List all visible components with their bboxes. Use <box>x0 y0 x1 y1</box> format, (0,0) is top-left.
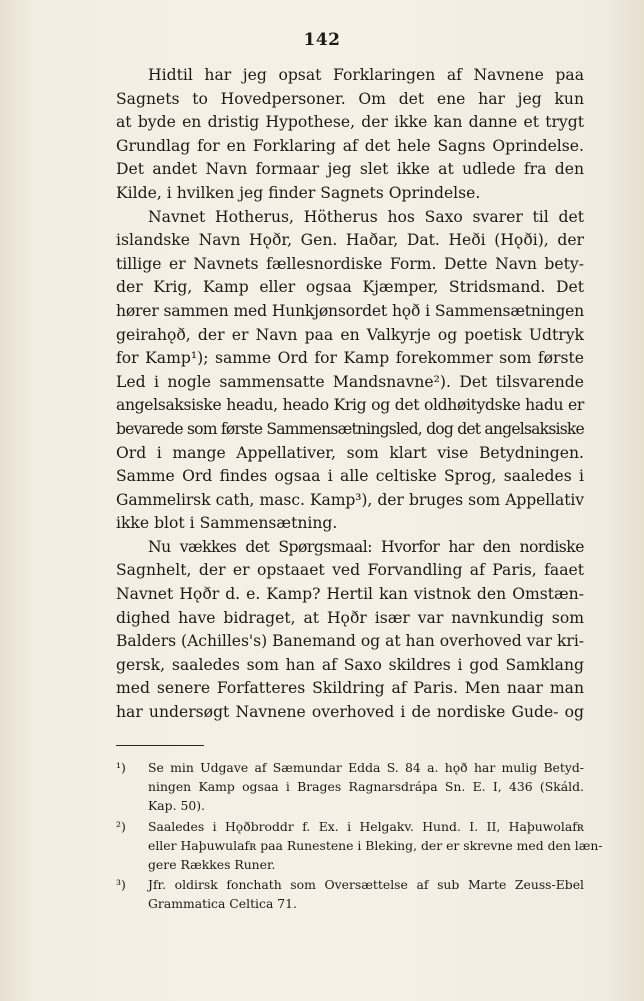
body-text <box>116 64 584 725</box>
footnote-line: Grammatica Celtica 71. <box>148 896 297 912</box>
text-line: med senere Forfatteres Skildring af Paris. Men naar man <box>116 679 584 698</box>
text-line: Det andet Navn formaar jeg slet ikke at udlede fra den <box>116 160 584 179</box>
text-line: Ord i mange Appellativer, som klart vise Betydningen. <box>116 443 584 462</box>
paragraph-1 <box>116 64 584 206</box>
footnote-line: gere Rækkes Runer. <box>148 857 276 873</box>
footnote-marker: ³) <box>116 877 126 893</box>
paragraph-3 <box>116 536 584 725</box>
text-line: at byde en dristig Hypothese, der ikke kan danne et trygt <box>116 113 584 132</box>
text-line: for Kamp¹); samme Ord for Kamp forekommer som første <box>116 349 584 368</box>
footnote-text <box>116 758 584 816</box>
footnote-line: Se min Udgave af Sæmundar Edda S. 84 a. hǫð har mulig Betyd- <box>148 760 584 775</box>
text-line: angelsaksiske headu, heado Krig og det oldhøitydske hadu er <box>116 396 584 415</box>
text-line: gersk, saaledes som han af Saxo skildres i god Samklang <box>116 655 584 674</box>
footnote-2 <box>116 817 603 875</box>
text-line: Balders (Achilles's) Banemand og at han overhoved var kri- <box>116 632 584 651</box>
text-line: ikke blot i Sammensætning. <box>116 514 338 533</box>
text-line: Nu vækkes det Spørgsmaal: Hvorfor har den nordiske <box>148 537 584 556</box>
text-line: bevarede som første Sammensætningsled, dog det angelsaksiske <box>116 419 584 438</box>
text-line: Kilde, i hvilken jeg finder Sagnets Oprindelse. <box>116 183 481 202</box>
text-line: Samme Ord findes ogsaa i alle celtiske Sprog, saaledes i <box>116 467 584 486</box>
page-number: 142 <box>303 30 341 50</box>
text-line: der Krig, Kamp eller ogsaa Kjæmper, Stridsmand. Det <box>116 278 584 297</box>
text-line: Gammelirsk cath, masc. Kamp³), der bruges som Appellativ <box>116 490 584 509</box>
footnote-text <box>116 817 603 875</box>
footnote-3 <box>116 875 584 913</box>
text-line: Sagnhelt, der er opstaaet ved Forvandling af Paris, faaet <box>116 561 584 580</box>
paragraph-2 <box>116 206 584 536</box>
footnote-line: Saaledes i Hǫðbroddr f. Ex. i Helgakv. Hund. I. II, Haþuwolafʀ <box>148 818 584 834</box>
footnote-line: ningen Kamp ogsaa i Brages Ragnarsdrápa Sn. E. I, 436 (Skáld. <box>148 779 584 795</box>
footnote-text <box>116 875 584 913</box>
text-line: hører sammen med Hunkjønsordet hǫð i Sammensætningen <box>116 301 584 320</box>
footnotes <box>116 758 603 915</box>
text-line: Navnet Hǫðr d. e. Kamp? Hertil kan vistnok den Omstæn- <box>116 585 584 604</box>
text-line: dighed have bidraget, at Hǫðr især var navnkundig som <box>116 608 584 627</box>
text-line: Sagnets to Hovedpersoner. Om det ene har jeg kun <box>116 89 584 108</box>
footnote-line: eller Haþuwulafʀ paa Runestene i Bleking, der er skrevne med den læn- <box>148 837 603 853</box>
footnote-line: Jfr. oldirsk fonchath som Oversættelse af sub Marte Zeuss-Ebel <box>148 877 584 893</box>
text-line: har undersøgt Navnene overhoved i de nordiske Gude- og <box>116 703 584 722</box>
text-line: Navnet Hotherus, Hötherus hos Saxo svarer til det <box>148 207 584 226</box>
footnote-line: Kap. 50). <box>148 798 205 814</box>
footnote-divider <box>116 745 204 746</box>
text-line: Grundlag for en Forklaring af det hele Sagns Oprindelse. <box>116 136 584 155</box>
text-line: tillige er Navnets fællesnordiske Form. Dette Navn bety- <box>116 254 584 273</box>
footnote-marker: ²) <box>116 818 126 834</box>
text-line: islandske Navn Hǫðr, Gen. Haðar, Dat. Heði (Hǫði), der <box>116 231 584 250</box>
footnote-1 <box>116 758 584 816</box>
text-line: Hidtil har jeg opsat Forklaringen af Navnene paa <box>148 66 584 84</box>
footnote-marker: ¹) <box>116 760 126 775</box>
text-line: geirahǫð, der er Navn paa en Valkyrje og poetisk Udtryk <box>116 325 584 344</box>
text-line: Led i nogle sammensatte Mandsnavne²). Det tilsvarende <box>116 372 584 391</box>
